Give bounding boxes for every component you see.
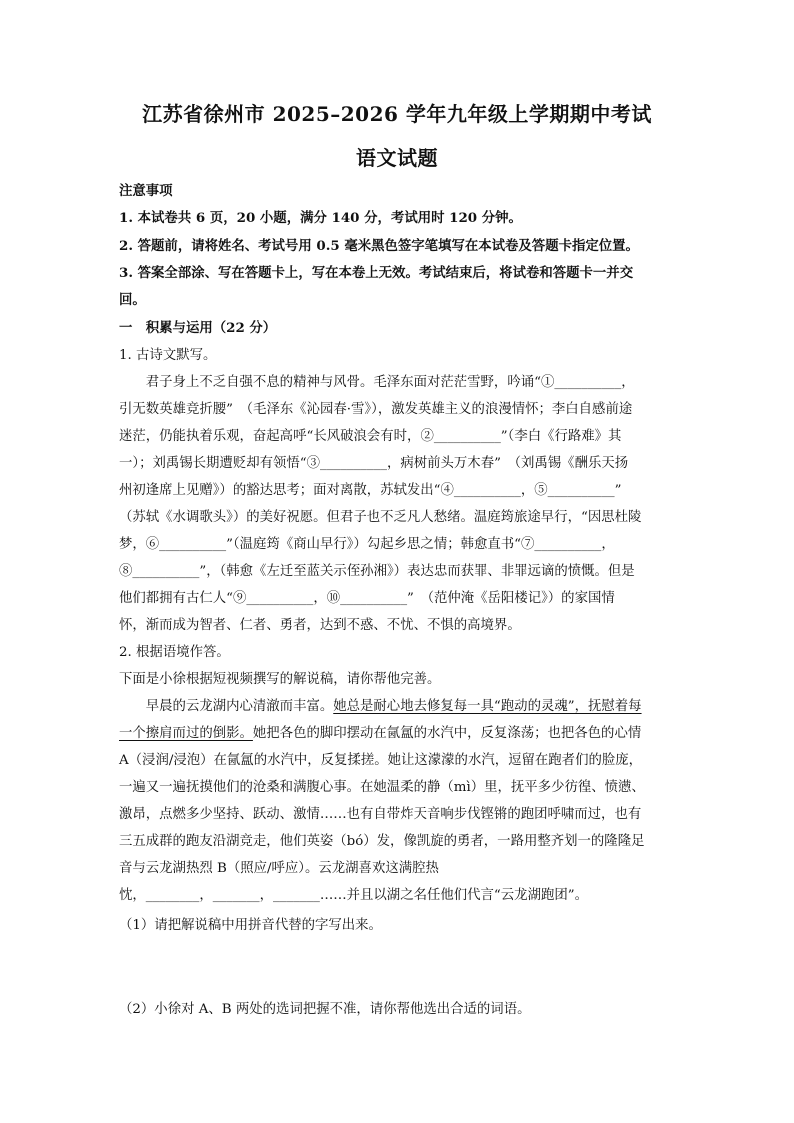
notice-heading: 注意事项 <box>119 183 173 199</box>
notice-item-2: 2. 答题前，请将姓名、考试号用 0.5 毫米黑色签字笔填写在本试卷及答题卡指定位置。 <box>119 238 639 254</box>
q1-text-line: 梦，⑥__________”（温庭筠《商山早行》）勾起乡思之情；韩愈直书“⑦__________， <box>119 537 615 552</box>
notice-item-1: 1. 本试卷共 6 页，20 小题，满分 140 分，考试用时 120 分钟。 <box>119 210 522 226</box>
q2-subquestion-2: （2）小徐对 A、B 两处的选词把握不准，请你帮他选出合适的词语。 <box>119 1002 531 1017</box>
q1-text-line: 引无数英雄竞折腰” （毛泽东《沁园春·雪》），激发英雄主义的浪漫情怀；李白自感前途 <box>119 402 633 417</box>
q2-paragraph-line: A（浸润/浸泡）在氤氲的水汽中，反复揉搓。她让这濛濛的水汽，逗留在跑者们的脸庞， <box>119 753 643 768</box>
q2-paragraph-line: 一遍又一遍抚摸他们的沧桑和满腹心事。在她温柔的静（mì）里，抚平多少彷徨、愤懑、 <box>119 780 645 795</box>
q2-text: 早晨的云龙湖内心清澈而丰富。 <box>119 699 334 714</box>
q2-paragraph-line <box>119 695 679 714</box>
q2-paragraph-line: 激昂，点燃多少坚持、跃动、激情……也有自带炸天音响步伐铿锵的跑团呼啸而过，也有 <box>119 807 642 822</box>
notice-item-3: 3. 答案全部涂、写在答题卡上，写在本卷上无效。考试结束后，将试卷和答题卡一并交 <box>119 265 634 281</box>
exam-title: 江苏省徐州市 2025–2026 学年九年级上学期期中考试 <box>142 102 652 126</box>
notice-item-3-cont: 回。 <box>119 292 146 308</box>
exam-subtitle: 语文试题 <box>356 146 438 170</box>
q1-text-line: 迷茫，仍能执着乐观，奋起高呼“长风破浪会有时，②__________”（李白《行路难》其 <box>119 429 622 444</box>
q2-paragraph-line <box>119 722 679 741</box>
q2-subquestion-1: （1）请把解说稿中用拼音代替的字写出来。 <box>119 918 382 933</box>
q2-paragraph-line: 三五成群的跑友沿湖竞走，他们英姿（bó）发，像凯旋的勇者，一路用整齐划一的隆隆足 <box>119 834 645 849</box>
q1-text-line: （苏轼《水调歌头》）的美好祝愿。但君子也不乏凡人愁绪。温庭筠旅途早行，“因思杜陵 <box>119 510 642 525</box>
q1-text-line: 一）；刘禹锡长期遭贬却有领悟“③__________，病树前头万木春” （刘禹锡《酬乐天扬 <box>119 456 629 471</box>
q2-paragraph-line: 忱，________，_______，_______……并且以湖之名任他们代言“云龙湖跑团”。 <box>119 888 588 903</box>
q2-text: 她把各色的脚印摆动在氤氲的水汽中，反复涤荡；也把各色的心情 <box>252 726 642 741</box>
q1-text-line: 君子身上不乏自强不息的精神与风骨。毛泽东面对茫茫雪野，吟诵“①__________， <box>119 375 635 390</box>
q2-paragraph-line: 音与云龙湖热烈 B（照应/呼应）。云龙湖喜欢这满腔热 <box>119 861 439 876</box>
question-2-label: 2. 根据语境作答。 <box>119 645 230 660</box>
q1-text-line: 州初逢席上见赠》）的豁达思考；面对离散，苏轼发出“④__________，⑤__________” <box>119 483 622 498</box>
q1-text-line: 怀，渐而成为智者、仁者、勇者，达到不惑、不忧、不惧的高境界。 <box>119 618 521 633</box>
q2-underlined-sentence-cont: 一个擦肩而过的倒影。 <box>119 726 253 741</box>
q2-intro: 下面是小徐根据短视频撰写的解说稿，请你帮他完善。 <box>119 672 441 687</box>
question-1-label: 1. 古诗文默写。 <box>119 348 217 363</box>
q1-text-line: ⑧__________”，（韩愈《左迁至蓝关示侄孙湘》）表达忠而获罪、非罪远谪的愤慨。但是 <box>119 564 635 579</box>
q2-underlined-sentence: 她总是耐心地去修复每一具“跑动的灵魂”，抚慰着每 <box>333 699 642 714</box>
section-heading: 一 积累与运用（22 分） <box>119 320 277 336</box>
q1-text-line: 他们都拥有古仁人“⑨__________，⑩__________” （范仲淹《岳阳楼记》）的家国情 <box>119 591 615 606</box>
